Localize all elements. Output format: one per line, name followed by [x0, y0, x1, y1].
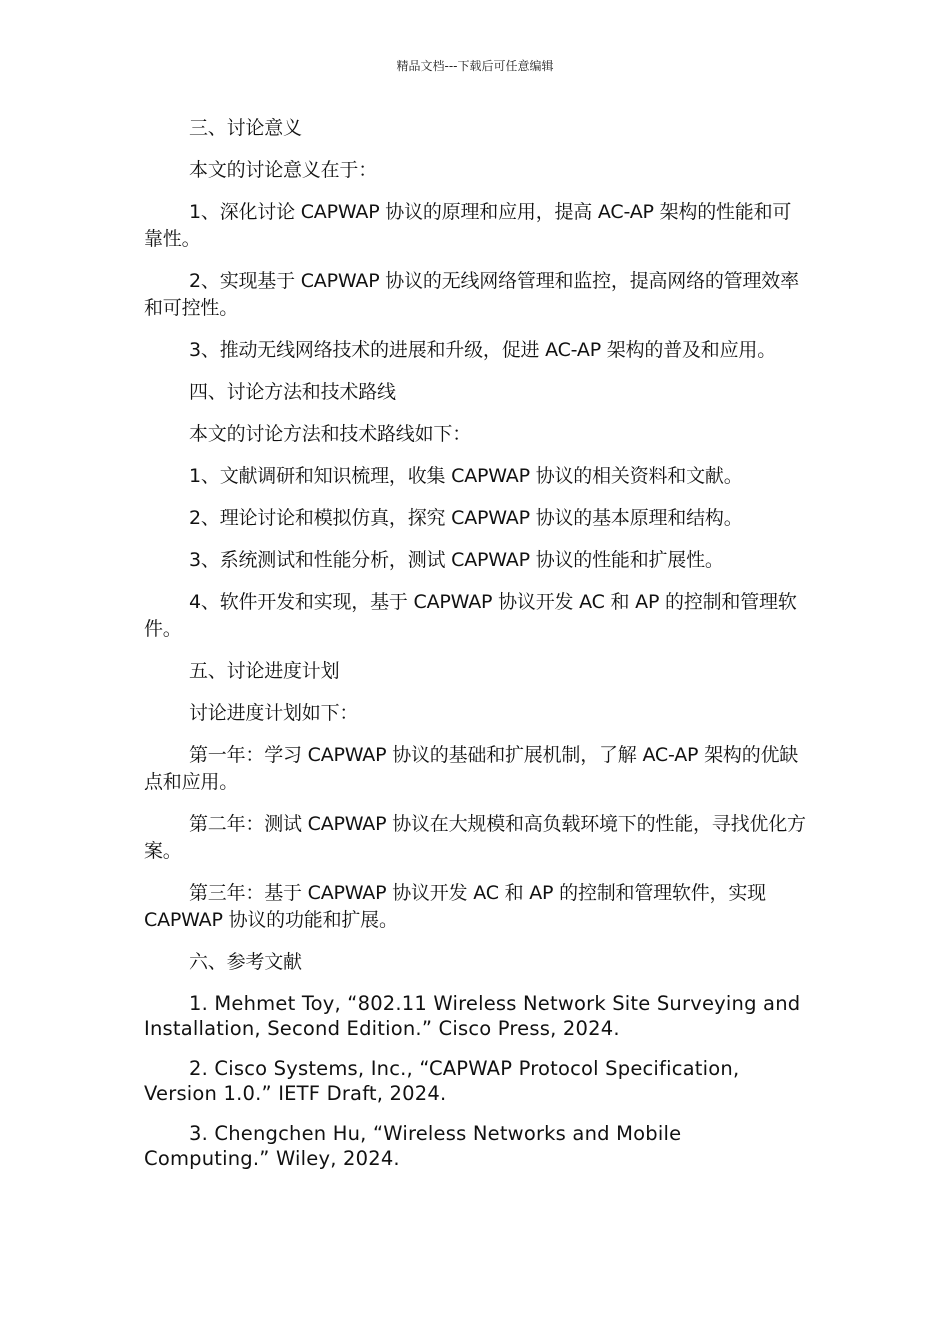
- schedule-item: 第三年：基于 CAPWAP 协议开发 AC 和 AP 的控制和管理软件，实现 CAPWAP 协议的功能和扩展。: [144, 882, 766, 931]
- list-item: 3、推动无线网络技术的进展和升级，促进 AC-AP 架构的普及和应用。: [189, 339, 776, 361]
- list-item: 1、文献调研和知识梳理，收集 CAPWAP 协议的相关资料和文献。: [189, 465, 743, 487]
- list-item: 3、系统测试和性能分析，测试 CAPWAP 协议的性能和扩展性。: [189, 549, 724, 571]
- schedule-item: 第二年：测试 CAPWAP 协议在大规模和高负载环境下的性能，寻找优化方案。: [144, 813, 806, 862]
- page-header: 精品文档---下载后可任意编辑: [396, 59, 554, 73]
- paragraph: 讨论进度计划如下：: [189, 702, 359, 724]
- list-item: 1、深化讨论 CAPWAP 协议的原理和应用，提高 AC-AP 架构的性能和可靠性。: [144, 201, 792, 250]
- reference-item: 2. Cisco Systems, Inc., “CAPWAP Protocol Specification, Version 1.0.” IETF Draft, 2024.: [144, 1057, 740, 1105]
- document-body: [144, 115, 808, 1171]
- paragraph: 本文的讨论方法和技术路线如下：: [189, 423, 472, 445]
- section-heading-3: 三、讨论意义: [189, 117, 302, 139]
- list-item: 2、理论讨论和模拟仿真，探究 CAPWAP 协议的基本原理和结构。: [189, 507, 743, 529]
- section-heading-4: 四、讨论方法和技术路线: [189, 381, 396, 403]
- section-heading-6: 六、参考文献: [189, 951, 302, 973]
- paragraph: 本文的讨论意义在于：: [189, 159, 378, 181]
- reference-item: 1. Mehmet Toy, “802.11 Wireless Network Site Surveying and Installation, Second Edition.” Cisco Press, 2024.: [144, 992, 801, 1040]
- reference-item: 3. Chengchen Hu, “Wireless Networks and Mobile Computing.” Wiley, 2024.: [144, 1122, 682, 1170]
- list-item: 2、实现基于 CAPWAP 协议的无线网络管理和监控，提高网络的管理效率和可控性。: [144, 270, 799, 319]
- list-item: 4、软件开发和实现，基于 CAPWAP 协议开发 AC 和 AP 的控制和管理软件。: [144, 591, 797, 640]
- section-heading-5: 五、讨论进度计划: [189, 660, 340, 682]
- schedule-item: 第一年：学习 CAPWAP 协议的基础和扩展机制，了解 AC-AP 架构的优缺点和应用。: [144, 744, 799, 793]
